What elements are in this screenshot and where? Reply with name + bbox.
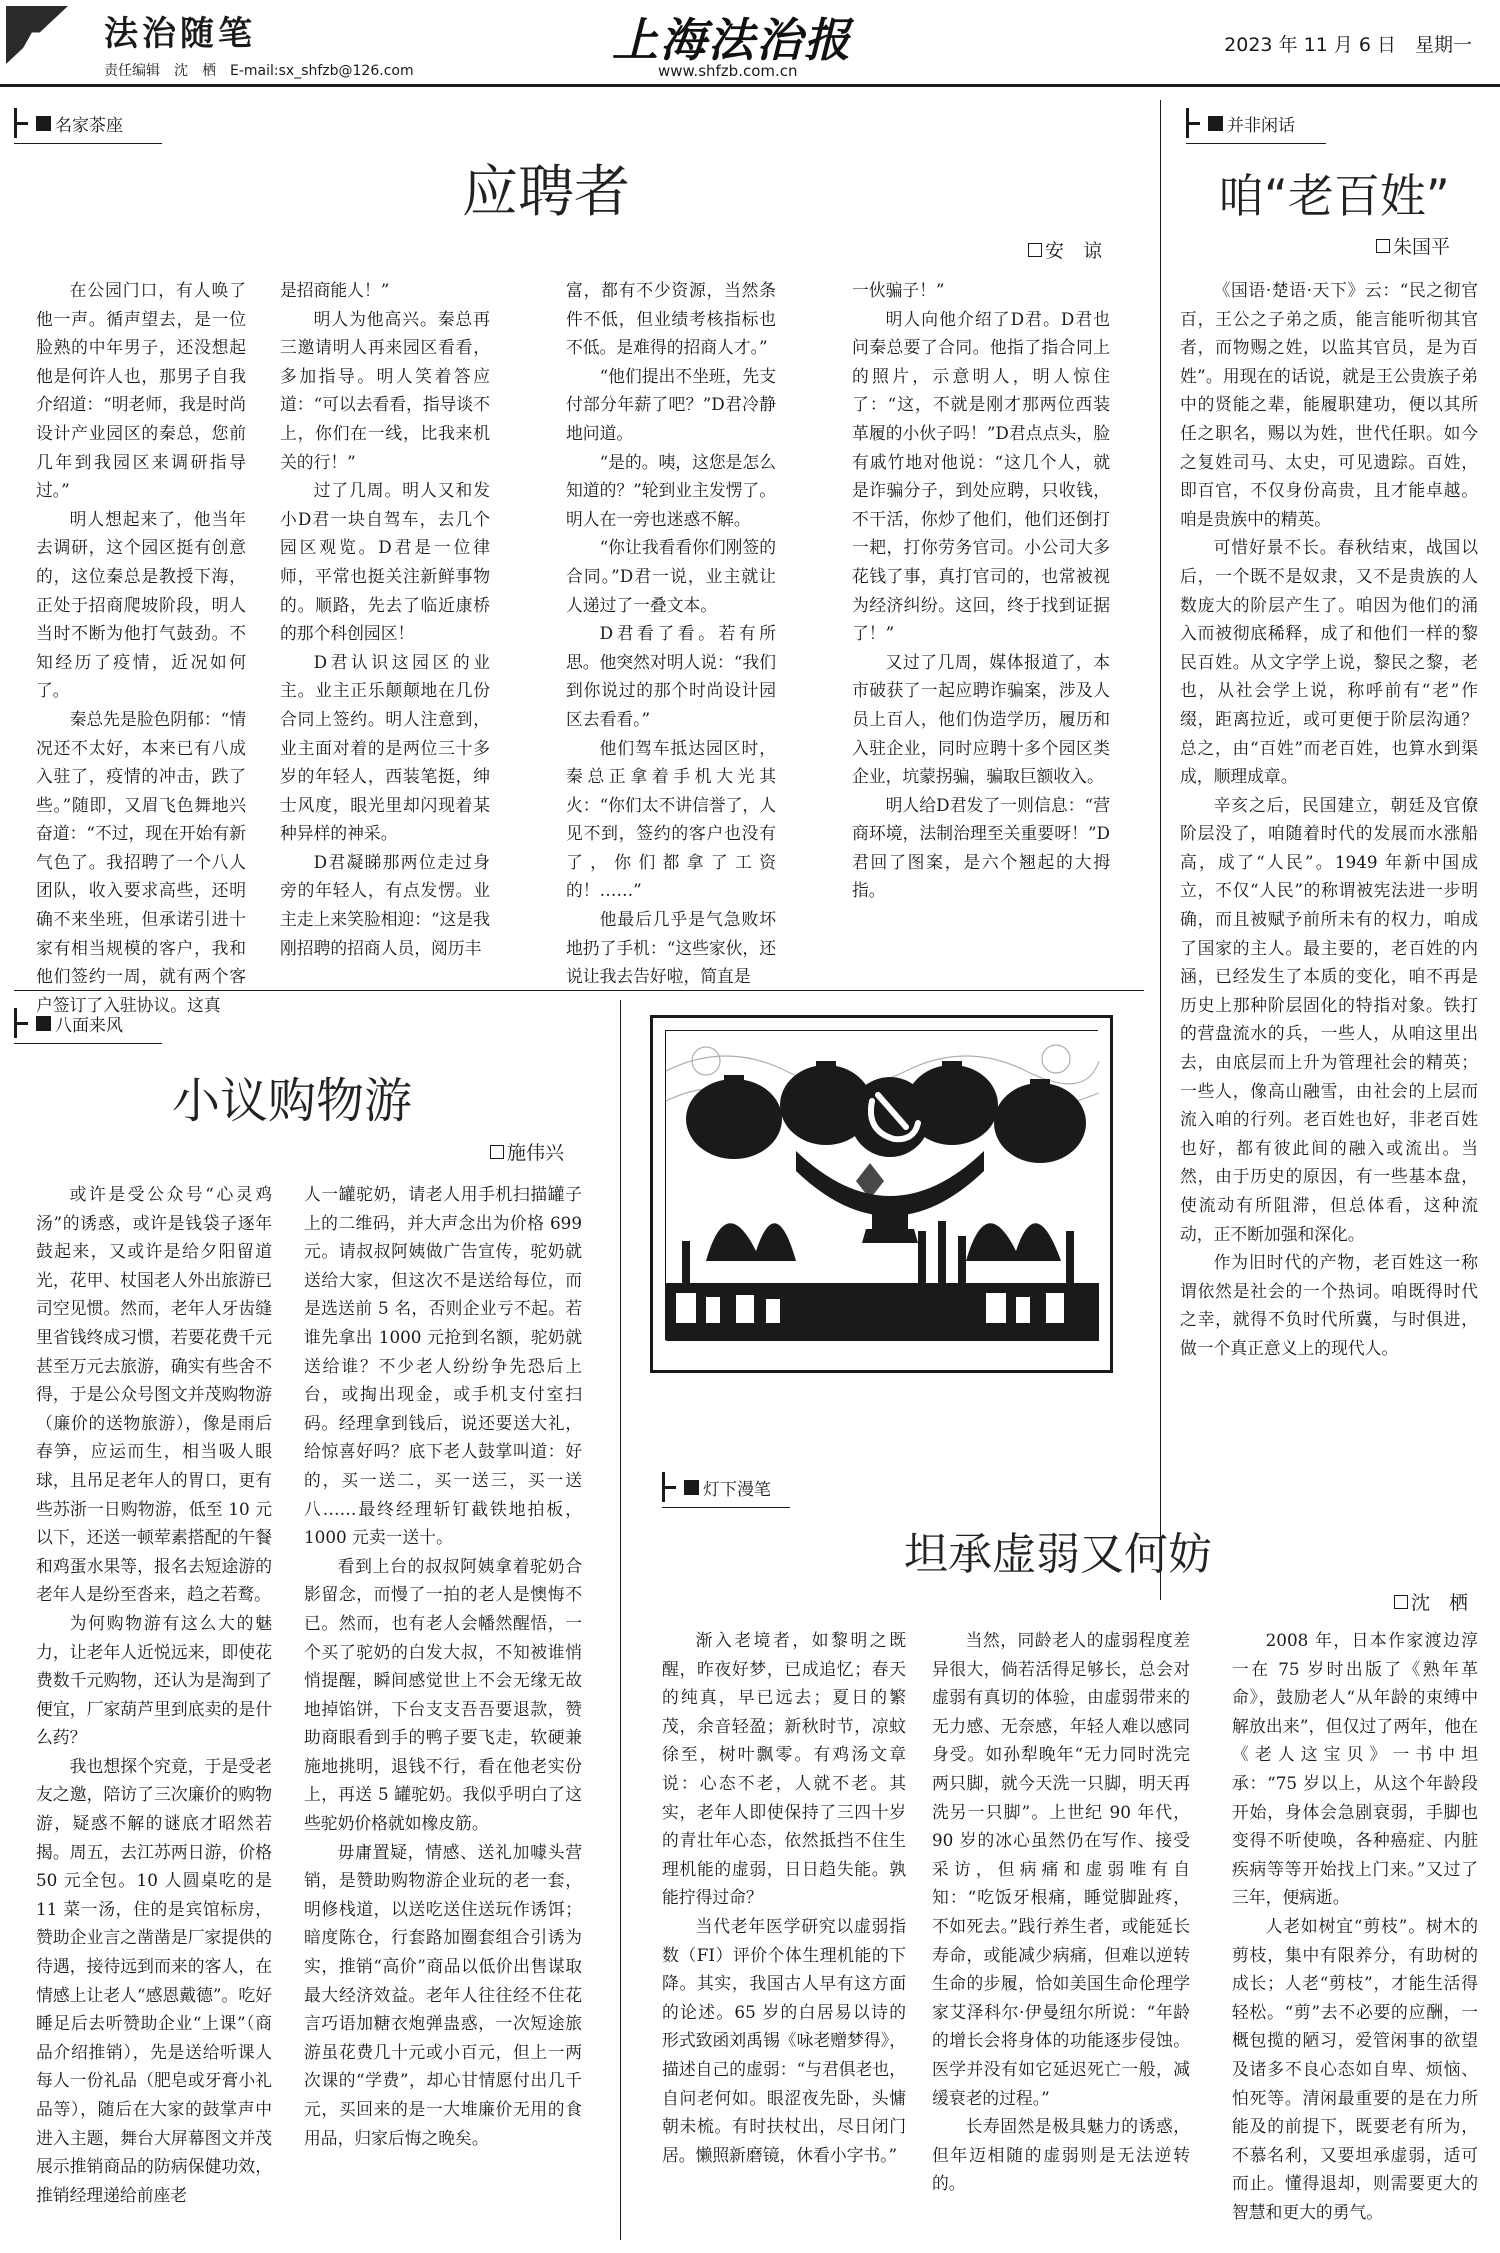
column-marker-icon bbox=[14, 108, 28, 138]
paragraph: D君看了看。若有所思。他突然对明人说：“我们到你说过的那个时尚设计园区去看看。” bbox=[566, 623, 776, 729]
article-title: 坦承虚弱又何妨 bbox=[904, 1529, 1212, 1580]
column-marker-icon bbox=[14, 1008, 28, 1038]
paragraph: 明人想起来了，他当年去调研，这个园区挺有创意的，这位秦总是教授下海，正处于招商爬坡阶段，明人当时不断为他打气鼓劲。不知经历了疫情，近况如何了。 bbox=[36, 508, 246, 701]
paragraph: 一伙骗子！” bbox=[852, 280, 945, 300]
paragraph: “你让我看看你们刚签的合同。”D君一说，业主就让人递过了一叠文本。 bbox=[566, 537, 776, 615]
paragraph: 人一罐驼奶，请老人用手机扫描罐子上的二维码，并大声念出为价格 699 元。请叔叔阿姨做广告宣传，驼奶就送给大家，但这次不是送给每位，而是选送前 5 名，否则企业亏不起。若谁先拿出 1000 元抢到名额，驼奶就送给谁？不少老人纷纷争先恐后上台，或掏出现金，或手机支付室扫码。经理拿到钱后，说还要送大礼，给惊喜好吗？底下老人鼓掌叫道：好的，买一送二，买一送三，买一送八……最终经理斩钉截铁地拍板，1000 元卖一送十。 bbox=[304, 1184, 582, 1548]
paragraph: 渐入老境者，如黎明之既醒，昨夜好梦，已成追忆；春天的纯真，早已远去；夏日的繁茂，余音轻盈；新秋时节，凉蚊徐至，树叶飘零。有鸡汤文章说：心态不老，人就不老。其实，老年人即使保持了三四十岁的青壮年心态，依然抵挡不住生理机能的虚弱，日日趋失能。孰能拧得过命？ bbox=[662, 1630, 906, 1908]
byline bbox=[490, 1138, 564, 1165]
paragraph: 长寿固然是极具魅力的诱惑，但年迈相随的虚弱则是无法逆转的。 bbox=[932, 2116, 1190, 2194]
paragraph: 他们驾车抵达园区时，秦总正拿着手机大光其火：“你们太不讲信誉了，人见不到，签约的客户也没有了，你们都拿了工资的！……” bbox=[566, 737, 776, 901]
paragraph: 秦总先是脸色阴郁：“情况还不太好，本来已有八成入驻了，疫情的冲击，跌了些。”随即，又眉飞色舞地兴奋道：“不过，现在开始有新气色了。我招聘了一个八人团队，收入要求高些，还明确不来坐班，但承诺引进十家有相当规模的客户，我和他们签约一周，就有两个客户签订了入驻协议。这真 bbox=[36, 708, 246, 1015]
author-name: 朱国平 bbox=[1393, 236, 1451, 258]
column-tag-a1 bbox=[14, 108, 162, 138]
article-column bbox=[280, 276, 490, 958]
paragraph: “是的。咦，这您是怎么知道的？”轮到业主发愣了。明人在一旁也迷惑不解。 bbox=[566, 451, 776, 529]
byline-box-icon bbox=[1376, 239, 1390, 253]
paragraph: 我也想探个究竟，于是受老友之邀，陪访了三次廉价的购物游，疑惑不解的谜底才昭然若揭。周五，去江苏两日游，价格 50 元全包。10 人圆桌吃的是 11 菜一汤，住的是宾馆标房，赞助企业言之凿凿是厂家提供的待遇，接待远到而来的客人，在情感上让老人“感恩戴德”。吃好睡足后去听赞助企业“上课”（商品介绍推销），先是送给听课人每人一份礼品（肥皂或牙膏小礼品等），随后在大家的鼓掌声中进入主题，舞台大屏幕图文并茂展示推销商品的防病保健功效，推销经理递给前座老 bbox=[36, 1755, 272, 2205]
papercut-illustration bbox=[666, 1031, 1099, 1341]
article-title: 小议购物游 bbox=[172, 1073, 413, 1129]
article-column bbox=[932, 1626, 1190, 2240]
column-tag-a3 bbox=[14, 1008, 162, 1038]
paragraph: 是招商能人！” bbox=[280, 280, 390, 300]
byline bbox=[1394, 1588, 1468, 1615]
article-column bbox=[1232, 1626, 1478, 2240]
paragraph: 他最后几乎是气急败坏地扔了手机：“这些家伙，还说让我去告好啦，简直是 bbox=[566, 909, 776, 987]
paragraph: 当然，同龄老人的虚弱程度差异很大，倘若活得足够长，总会对虚弱有真切的体验，由虚弱带来的无力感、无奈感，年轻人难以感同身受。如孙犁晚年“无力同时洗完两只脚，就今天洗一只脚，明天再洗另一只脚”。上世纪 90 年代，90 岁的冰心虽然仍在写作、接受采访，但病痛和虚弱唯有自知：“吃饭牙根痛，睡觉脚趾疼，不如死去。”践行养生者，或能延长寿命，或能减少病痛，但难以逆转生命的步履，恰如美国生命伦理学家艾泽科尔·伊曼纽尔所说：“年龄的增长会将身体的功能逐步侵蚀。医学并没有如它延迟死亡一般，减缓衰老的过程。” bbox=[932, 1630, 1190, 2108]
issue-date: 2023 年 11 月 6 日 星期一 bbox=[1224, 34, 1472, 56]
author-name: 沈 栖 bbox=[1411, 1592, 1469, 1614]
paragraph: 毋庸置疑，情感、送礼加噱头营销，是赞助购物游企业玩的老一套，明修栈道，以送吃送住送玩作诱饵；暗度陈仓，行套路加圈套组合引诱为实，推销“高价”商品以低价出售谋取最大经济效益。老年人往往经不住花言巧语加糖衣炮弹蛊惑，一次短途旅游虽花费几十元或小百元，但上一两次课的“学费”，却心甘情愿付出几千元，买回来的是一大堆廉价无用的食用品，归家后悔之晚矣。 bbox=[304, 1841, 582, 2148]
author-name: 施伟兴 bbox=[507, 1142, 565, 1164]
paragraph: 明人为他高兴。秦总再三邀请明人再来园区看看，多加指导。明人笑着答应道：“可以去看看，指导谈不上，你们在一线，比我来机关的行！” bbox=[280, 308, 490, 472]
paragraph: 又过了几周，媒体报道了，本市破获了一起应聘诈骗案，涉及人员上百人，他们伪造学历，履历和入驻企业，同时应聘十多个园区类企业，坑蒙拐骗，骗取巨额收入。 bbox=[852, 651, 1110, 787]
column-tag-a2 bbox=[1186, 108, 1326, 138]
paragraph: 明人给D君发了一则信息：“营商环境，法制治理至关重要呀！”D君回了图案，是六个翘起的大拇指。 bbox=[852, 794, 1110, 901]
column-divider bbox=[620, 1000, 621, 2240]
byline-box-icon bbox=[1394, 1595, 1408, 1609]
paragraph: 2008 年，日本作家渡边淳一在 75 岁时出版了《熟年革命》，鼓励老人“从年龄的束缚中解放出来”，但仅过了两年，他在《老人这宝贝》一书中坦承：“75 岁以上，从这个年龄段开始，身体会急剧衰弱，手脚也变得不听使唤，各种癌症、内脏疾病等等开始找上门来。”又过了三年，便病逝。 bbox=[1232, 1630, 1478, 1908]
column-marker-icon bbox=[1186, 108, 1200, 138]
article-column bbox=[566, 276, 776, 987]
article-column bbox=[304, 1180, 582, 2240]
paragraph: 辛亥之后，民国建立，朝廷及官僚阶层没了，咱随着时代的发展而水涨船高，成了“人民”。1949 年新中国成立，不仅“人民”的称谓被宪法进一步明确，而且被赋予前所未有的权力，咱成了国家的主人。最主要的，老百姓的内涵，已经发生了本质的变化，咱不再是历史上那种阶层固化的特指对象。铁打的营盘流水的兵，一些人，从咱这里出去，由底层而上升为管理社会的精英；一些人，像高山融雪，由社会的上层而流入咱的行列。老百姓也好，非老百姓也好，都有彼此间的融入或流出。当然，由于历史的原因，有一些基本盘，使流动有所阻滞，但总体看，这种流动，正不断加强和深化。 bbox=[1180, 794, 1478, 1244]
paragraph: “他们提出不坐班，先支付部分年薪了吧？”D君冷静地问道。 bbox=[566, 365, 776, 443]
square-bullet-icon bbox=[684, 1480, 699, 1495]
column-tag-label: 并非闲话 bbox=[1227, 115, 1295, 136]
article-column bbox=[36, 276, 246, 1015]
column-divider bbox=[1160, 100, 1161, 1600]
column-tag-label: 名家茶座 bbox=[55, 115, 123, 136]
article-title: 咱“老百姓” bbox=[1218, 169, 1450, 223]
article-column bbox=[1180, 276, 1478, 1404]
papercut-image bbox=[665, 1030, 1098, 1340]
paragraph: 富，都有不少资源，当然条件不低，但业绩考核指标也不低。是难得的招商人才。” bbox=[566, 280, 776, 358]
section-title: 法治随笔 bbox=[104, 14, 256, 54]
masthead bbox=[0, 0, 1500, 88]
paper-logo: 上海法治报 bbox=[612, 13, 852, 67]
paragraph: 为何购物游有这么大的魅力，让老年人近悦远来，即使花费数千元购物，还认为是淘到了便宜，厂家葫芦里到底卖的是什么药？ bbox=[36, 1612, 272, 1748]
byline bbox=[1028, 236, 1102, 263]
byline-box-icon bbox=[490, 1145, 504, 1159]
paragraph: 明人向他介绍了D君。D君也问秦总要了合同。他指了指合同上的照片，示意明人，明人惊住了：“这，不就是刚才那两位西装革履的小伙子吗！”D君点点头，脸有戚竹地对他说：“这几个人，就是诈骗分子，到处应聘，只收钱，不干活，你炒了他们，他们还倒打一耙，打你劳务官司。小公司大多花钱了事，真打官司的，也常被视为经济纠纷。这回，终于找到证据了！” bbox=[852, 308, 1110, 644]
article-column bbox=[852, 276, 1110, 948]
paragraph: D君认识这园区的业主。业主正乐颠颠地在几份合同上签约。明人注意到，业主面对着的是两位三十多岁的年轻人，西装笔挺，绅士风度，眼光里却闪现着某种异样的神采。 bbox=[280, 651, 490, 844]
paragraph: 人老如树宜“剪枝”。树木的剪枝，集中有限养分，有助树的成长；人老“剪枝”，才能生活得轻松。“剪”去不必要的应酬，一概包揽的陋习，爱管闲事的欲望及诸多不良心态如自卑、烦恼、怕死等。清闲最重要的是在力所能及的前提下，既要老有所为，不慕名利，又要坦承虚弱，适可而止。懂得退却，则需要更大的智慧和更大的勇气。 bbox=[1232, 1915, 1478, 2222]
square-bullet-icon bbox=[36, 1016, 51, 1031]
page-number: A7 bbox=[18, 26, 73, 72]
article-column bbox=[662, 1626, 906, 2240]
article-title: 应聘者 bbox=[462, 160, 630, 225]
paragraph: 或许是受公众号“心灵鸡汤”的诱惑，或许是钱袋子逐年鼓起来，又或许是给夕阳留道光，花甲、杖国老人外出旅游已司空见惯。然而，老年人牙齿缝里省钱终成习惯，若要花费千元甚至万元去旅游，确实有些舍不得，于是公众号图文并茂购物游（廉价的送物旅游），像是雨后春笋，应运而生，相当吸人眼球，且吊足老年人的胃口，更有些苏浙一日购物游，低至 10 元以下，还送一顿荤素搭配的午餐和鸡蛋水果等，报名去短途游的老年人是纷至沓来，趋之若鹜。 bbox=[36, 1184, 272, 1605]
byline bbox=[1376, 232, 1450, 259]
square-bullet-icon bbox=[36, 116, 51, 131]
editor-line: 责任编辑 沈 栖 E-mail:sx_shfzb@126.com bbox=[104, 63, 414, 79]
paragraph: 《国语·楚语·天下》云：“民之彻官百，王公之子弟之质，能言能听彻其官者，而物赐之姓，以监其官员，是为百姓”。用现在的话说，就是王公贵族子弟中的贤能之辈，能履职建功，便以其所任之职名，赐以为姓，世代任职。如今之复姓司马、太史，可见遗踪。百姓，即百官，不仅身份高贵，且才能卓越。咱是贵族中的精英。 bbox=[1180, 280, 1478, 529]
paragraph: D君凝睇那两位走过身旁的年轻人，有点发愣。业主走上来笑脸相迎：“这是我刚招聘的招商人员，阅历丰 bbox=[280, 851, 490, 958]
page-number-tab bbox=[6, 6, 84, 72]
masthead-rule bbox=[0, 84, 1500, 87]
paragraph: 当代老年医学研究以虚弱指数（FI）评价个体生理机能的下降。其实，我国古人早有这方面的论述。65 岁的白居易以诗的形式致函刘禹锡《咏老赠梦得》，描述自己的虚弱：“与君俱老也，自问老何如。眼涩夜先卧，头慵朝未梳。有时扶杖出，尽日闭门居。懒照新磨镜，休看小字书。” bbox=[662, 1915, 906, 2165]
section-divider bbox=[14, 990, 1144, 991]
paper-url: www.shfzb.com.cn bbox=[658, 62, 798, 80]
paragraph: 作为旧时代的产物，老百姓这一称谓依然是社会的一个热词。咱既得时代之幸，就得不负时代所冀，与时俱进，做一个真正意义上的现代人。 bbox=[1180, 1252, 1478, 1358]
column-marker-icon bbox=[662, 1472, 676, 1502]
column-tag-a4 bbox=[662, 1472, 790, 1502]
square-bullet-icon bbox=[1208, 116, 1223, 131]
papercut-artwork bbox=[650, 1015, 1113, 1373]
author-name: 安 谅 bbox=[1045, 240, 1103, 262]
paragraph: 看到上台的叔叔阿姨拿着驼奶合影留念，而慢了一拍的老人是懊悔不已。然而，也有老人会幡然醒悟，一个买了驼奶的白发大叔，不知被谁悄悄提醒，瞬间感觉世上不会无缘无故地掉馅饼，下台支支吾吾要退款，赞助商眼看到手的鸭子要飞走，软硬兼施地挑明，退钱不行，看在他老实份上，再送 5 罐驼奶。我似乎明白了这些驼奶价格就如橡皮筋。 bbox=[304, 1555, 582, 1834]
column-tag-label: 灯下漫笔 bbox=[703, 1479, 771, 1500]
column-tag-label: 八面来风 bbox=[55, 1015, 123, 1036]
byline-box-icon bbox=[1028, 243, 1042, 257]
paragraph: 可惜好景不长。春秋结束，战国以后，一个既不是奴隶，又不是贵族的人数庞大的阶层产生了。咱因为他们的涌入而被彻底稀释，成了和他们一样的黎民百姓。从文字学上说，黎民之黎，老也，从社会学上说，称呼前有“老”作缀，距离拉近，或可更便于阶层沟通？总之，由“百姓”而老百姓，也算水到渠成，顺理成章。 bbox=[1180, 537, 1478, 787]
article-column bbox=[36, 1180, 272, 2240]
paragraph: 在公园门口，有人唤了他一声。循声望去，是一位脸熟的中年男子，还没想起他是何许人也，那男子自我介绍道：“明老师，我是时尚设计产业园区的秦总，您前几年到我园区来调研指导过。” bbox=[36, 280, 246, 501]
paragraph: 过了几周。明人又和发小D君一块自驾车，去几个园区观览。D君是一位律师，平常也挺关注新鲜事物的。顺路，先去了临近康桥的那个科创园区！ bbox=[280, 480, 490, 644]
